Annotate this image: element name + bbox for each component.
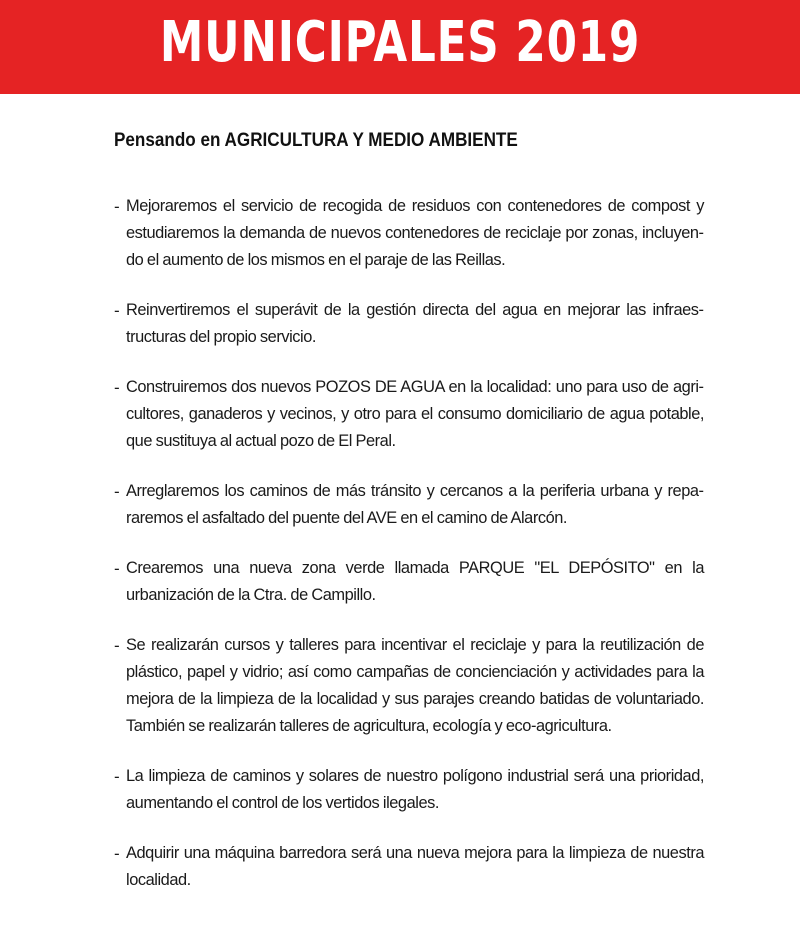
page-title: MUNICIPALES 2019 [159, 10, 641, 75]
list-item-text: Mejoraremos el servicio de recogida de residuos con contenedores de compost y estudiaremos la demanda de nuevos contenedores de reciclaje por zonas, incluyendo el aumento de los mismos en el paraje de las Reillas. [126, 197, 704, 269]
list-item-text: Se realizarán cursos y talleres para incentivar el reciclaje y para la reutilización de plástico, papel y vidrio; así como campañas de concienciación y actividades para la mejora de la limpieza de la localidad y sus parajes creando batidas de voluntariado. También se realizarán talleres de agricultura, ecología y eco-agricultura. [126, 636, 704, 735]
list-item [114, 632, 704, 740]
list-item-text: Adquirir una máquina barredora será una nueva mejora para la limpieza de nuestra localidad. [126, 844, 704, 889]
list-item-text: Reinvertiremos el superávit de la gestión directa del agua en mejorar las infraestructuras del propio servicio. [126, 301, 704, 346]
list-item [114, 374, 704, 455]
header-banner [0, 0, 800, 94]
list-item [114, 193, 704, 274]
list-item [114, 840, 704, 894]
list-item-text: La limpieza de caminos y solares de nuestro polígono industrial será una prioridad, aumentando el control de los vertidos ilegales. [126, 767, 704, 812]
section-heading: Pensando en AGRICULTURA Y MEDIO AMBIENTE [114, 130, 518, 151]
bullet-dash: - [114, 482, 120, 501]
bullet-dash: - [114, 844, 120, 863]
list-item [114, 297, 704, 351]
list-item-text: Crearemos una nueva zona verde llamada PARQUE "EL DEPÓSITO" en la urbanización de la Ctra. de Campillo. [126, 559, 704, 604]
list-item-text: Arreglaremos los caminos de más tránsito y cercanos a la periferia urbana y repararemos el asfaltado del puente del AVE en el camino de Alarcón. [126, 482, 704, 527]
list-item [114, 555, 704, 609]
bullet-dash: - [114, 378, 120, 397]
bullet-dash: - [114, 197, 120, 216]
list-item [114, 763, 704, 817]
list-item-text: Construiremos dos nuevos POZOS DE AGUA en la localidad: uno para uso de agricultores, ganaderos y vecinos, y otro para el consumo domiciliario de agua potable, que sustituya al actual pozo de El Peral. [126, 378, 704, 450]
bullet-dash: - [114, 301, 120, 320]
bullet-dash: - [114, 767, 120, 786]
list-item [114, 478, 704, 532]
bullet-dash: - [114, 636, 120, 655]
bullet-dash: - [114, 559, 120, 578]
proposal-list [114, 193, 704, 917]
